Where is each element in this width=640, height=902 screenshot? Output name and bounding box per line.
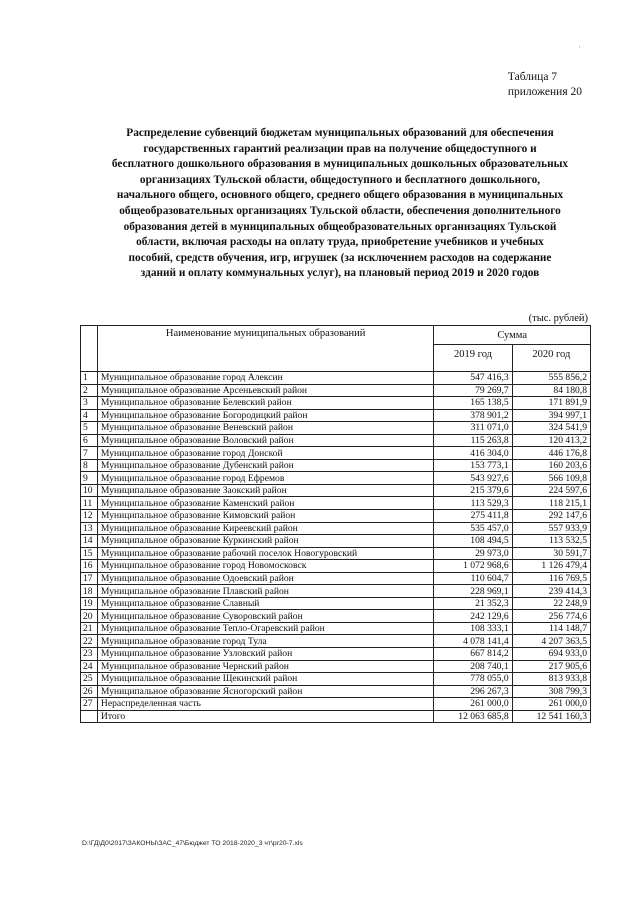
row-number: 12 (81, 510, 98, 523)
amount-2020: 555 856,2 (512, 372, 590, 385)
row-number: 2 (81, 384, 98, 397)
amount-2020: 160 203,6 (512, 459, 590, 472)
row-number: 3 (81, 397, 98, 410)
table-row (81, 622, 591, 635)
row-number: 22 (81, 635, 98, 648)
amount-2019: 29 973,0 (434, 547, 512, 560)
municipality-name: Муниципальное образование Суворовский район (97, 610, 433, 623)
municipality-name: Муниципальное образование Чернский район (97, 660, 433, 673)
table-row (81, 522, 591, 535)
table-row (81, 497, 591, 510)
amount-2020: 118 215,1 (512, 497, 590, 510)
total-number-cell (81, 710, 98, 723)
title-line: государственных гарантий реализации прав на получение общедоступного и (143, 142, 537, 155)
amount-2019: 1 072 968,6 (434, 560, 512, 573)
amount-2020: 813 933,8 (512, 673, 590, 686)
table-row (81, 560, 591, 573)
amount-2019: 416 304,0 (434, 447, 512, 460)
amount-2019: 79 269,7 (434, 384, 512, 397)
row-number: 4 (81, 409, 98, 422)
amount-2019: 108 333,1 (434, 622, 512, 635)
table-row (81, 372, 591, 385)
table-row (81, 648, 591, 661)
amount-2020: 566 109,8 (512, 472, 590, 485)
total-2019: 12 063 685,8 (434, 710, 512, 723)
municipality-name: Муниципальное образование Щекинский район (97, 673, 433, 686)
amount-2019: 535 457,0 (434, 522, 512, 535)
row-number: 1 (81, 372, 98, 385)
amount-2019: 115 263,8 (434, 434, 512, 447)
amount-2020: 116 769,5 (512, 572, 590, 585)
amount-2020: 446 176,8 (512, 447, 590, 460)
amount-2020: 694 933,0 (512, 648, 590, 661)
title-line: общеобразовательных организациях Тульской области, обеспечения дополнительного (119, 204, 561, 217)
amount-2019: 228 969,1 (434, 585, 512, 598)
municipality-name: Муниципальное образование город Ефремов (97, 472, 433, 485)
amount-2019: 311 071,0 (434, 422, 512, 435)
total-2020: 12 541 160,3 (512, 710, 590, 723)
row-number: 11 (81, 497, 98, 510)
row-number: 19 (81, 597, 98, 610)
municipality-name: Муниципальное образование Дубенский район (97, 459, 433, 472)
title-line: Распределение субвенций бюджетам муниципальных образований для обеспечения (126, 127, 554, 139)
title-line: организациях Тульской области, общедоступного и бесплатного дошкольного, (139, 173, 541, 186)
amount-2019: 547 416,3 (434, 372, 512, 385)
amount-2020: 308 799,3 (512, 685, 590, 698)
amount-2019: 208 740,1 (434, 660, 512, 673)
row-number: 8 (81, 459, 98, 472)
header-year-2019: 2019 год (434, 345, 512, 372)
amount-2020: 224 597,6 (512, 484, 590, 497)
municipality-name: Муниципальное образование Славный (97, 597, 433, 610)
amount-2019: 215 379,6 (434, 484, 512, 497)
table-row (81, 397, 591, 410)
amount-2020: 4 207 363,5 (512, 635, 590, 648)
amount-2019: 778 055,0 (434, 673, 512, 686)
table-row (81, 572, 591, 585)
municipality-name: Муниципальное образование Ясногорский район (97, 685, 433, 698)
municipality-name: Муниципальное образование Тепло-Огаревский район (97, 622, 433, 635)
row-number: 17 (81, 572, 98, 585)
municipality-name: Муниципальное образование Богородицкий район (97, 409, 433, 422)
table-row (81, 585, 591, 598)
table-row (81, 447, 591, 460)
row-number: 13 (81, 522, 98, 535)
amount-2020: 292 147,6 (512, 510, 590, 523)
row-number: 18 (81, 585, 98, 598)
amount-2019: 165 138,5 (434, 397, 512, 410)
municipality-name: Муниципальное образование Воловский район (97, 434, 433, 447)
appendix-reference (508, 70, 582, 100)
table-row (81, 673, 591, 686)
amount-2020: 239 414,3 (512, 585, 590, 598)
municipality-name: Муниципальное образование город Новомосковск (97, 560, 433, 573)
row-number: 23 (81, 648, 98, 661)
amount-2019: 113 529,3 (434, 497, 512, 510)
amount-2020: 1 126 479,4 (512, 560, 590, 573)
file-path-footer: D:\ГД\Д0\2017\ЗАКОНЫ\ЗАС_47\Бюджет ТО 2018-2020_3 чт\pr20-7.xls (82, 840, 303, 847)
municipality-name: Муниципальное образование Киреевский район (97, 522, 433, 535)
appendix-table-label: Таблица 7 (507, 71, 558, 83)
municipality-name: Муниципальное образование Куркинский район (97, 535, 433, 548)
corner-mark: · (578, 42, 581, 52)
title-line: начального общего, основного общего, среднего общего образования в муниципальных (116, 189, 564, 202)
amount-2020: 22 248,9 (512, 597, 590, 610)
amount-2019: 667 814,2 (434, 648, 512, 661)
amount-2019: 110 604,7 (434, 572, 512, 585)
row-number: 10 (81, 484, 98, 497)
amount-2019: 242 129,6 (434, 610, 512, 623)
amount-2019: 108 494,5 (434, 535, 512, 548)
table-row (81, 547, 591, 560)
row-number: 15 (81, 547, 98, 560)
table-row (81, 472, 591, 485)
municipality-name: Муниципальное образование город Донской (97, 447, 433, 460)
total-label: Итого (97, 710, 433, 723)
municipality-name: Муниципальное образование рабочий поселок Новогуровский (97, 547, 433, 560)
row-number: 21 (81, 622, 98, 635)
municipality-name: Муниципальное образование Плавский район (97, 585, 433, 598)
title-line: бесплатного дошкольного образования в муниципальных дошкольных образовательных (111, 158, 569, 171)
title-line: образования детей в муниципальных общеобразовательных организациях Тульской (123, 220, 557, 233)
amount-2019: 543 927,6 (434, 472, 512, 485)
amount-2019: 261 000,0 (434, 698, 512, 711)
municipality-name: Муниципальное образование Веневский район (97, 422, 433, 435)
amount-2020: 261 000,0 (512, 698, 590, 711)
municipality-name: Муниципальное образование Одоевский район (97, 572, 433, 585)
municipality-name: Муниципальное образование Белевский район (97, 397, 433, 410)
row-number: 24 (81, 660, 98, 673)
document-title (84, 126, 596, 282)
table-body (81, 372, 591, 723)
row-number: 9 (81, 472, 98, 485)
municipality-name: Муниципальное образование Кимовский район (97, 510, 433, 523)
row-number: 27 (81, 698, 98, 711)
row-number: 26 (81, 685, 98, 698)
municipality-name: Муниципальное образование город Алексин (97, 372, 433, 385)
table-row (81, 484, 591, 497)
amount-2020: 171 891,9 (512, 397, 590, 410)
amount-2020: 324 541,9 (512, 422, 590, 435)
row-number: 16 (81, 560, 98, 573)
amount-2020: 557 933,9 (512, 522, 590, 535)
amount-2020: 84 180,8 (512, 384, 590, 397)
municipality-name: Муниципальное образование Каменский район (97, 497, 433, 510)
header-year-2020: 2020 год (512, 345, 590, 372)
table-row (81, 510, 591, 523)
amount-2020: 217 905,6 (512, 660, 590, 673)
table-row (81, 660, 591, 673)
table-row (81, 422, 591, 435)
row-number: 6 (81, 434, 98, 447)
table-row (81, 685, 591, 698)
table-row (81, 698, 591, 711)
units-label: (тыс. рублей) (528, 313, 588, 324)
municipality-name: Муниципальное образование Арсеньевский район (97, 384, 433, 397)
amount-2019: 378 901,2 (434, 409, 512, 422)
table-row (81, 434, 591, 447)
row-number: 5 (81, 422, 98, 435)
amount-2020: 113 532,5 (512, 535, 590, 548)
table-row (81, 635, 591, 648)
amount-2019: 275 411,8 (434, 510, 512, 523)
municipality-name: Муниципальное образование город Тула (97, 635, 433, 648)
title-line: зданий и оплату коммунальных услуг), на плановый период 2019 и 2020 годов (140, 267, 540, 280)
row-number: 7 (81, 447, 98, 460)
header-sum: Сумма (434, 326, 591, 345)
amount-2019: 4 078 141,4 (434, 635, 512, 648)
total-row (81, 710, 591, 723)
amount-2019: 296 267,3 (434, 685, 512, 698)
amount-2020: 256 774,6 (512, 610, 590, 623)
table-row (81, 459, 591, 472)
table-row (81, 535, 591, 548)
amount-2019: 153 773,1 (434, 459, 512, 472)
title-line: области, включая расходы на оплату труда, приобретение учебников и учебных (136, 236, 544, 249)
table-row (81, 409, 591, 422)
header-number-cell (81, 326, 98, 372)
title-line: пособий, средств обучения, игр, игрушек (за исключением расходов на содержание (128, 251, 552, 264)
table-row (81, 384, 591, 397)
amount-2020: 120 413,2 (512, 434, 590, 447)
amount-2020: 30 591,7 (512, 547, 590, 560)
subvention-table (80, 325, 591, 723)
amount-2020: 394 997,1 (512, 409, 590, 422)
municipality-name: Муниципальное образование Узловский район (97, 648, 433, 661)
table-row (81, 610, 591, 623)
header-name: Наименование муниципальных образований (97, 326, 433, 372)
amount-2020: 114 148,7 (512, 622, 590, 635)
amount-2019: 21 352,3 (434, 597, 512, 610)
appendix-number: приложения 20 (507, 86, 582, 98)
municipality-name: Муниципальное образование Заокский район (97, 484, 433, 497)
row-number: 25 (81, 673, 98, 686)
row-number: 20 (81, 610, 98, 623)
table-row (81, 597, 591, 610)
row-number: 14 (81, 535, 98, 548)
municipality-name: Нераспределенная часть (97, 698, 433, 711)
